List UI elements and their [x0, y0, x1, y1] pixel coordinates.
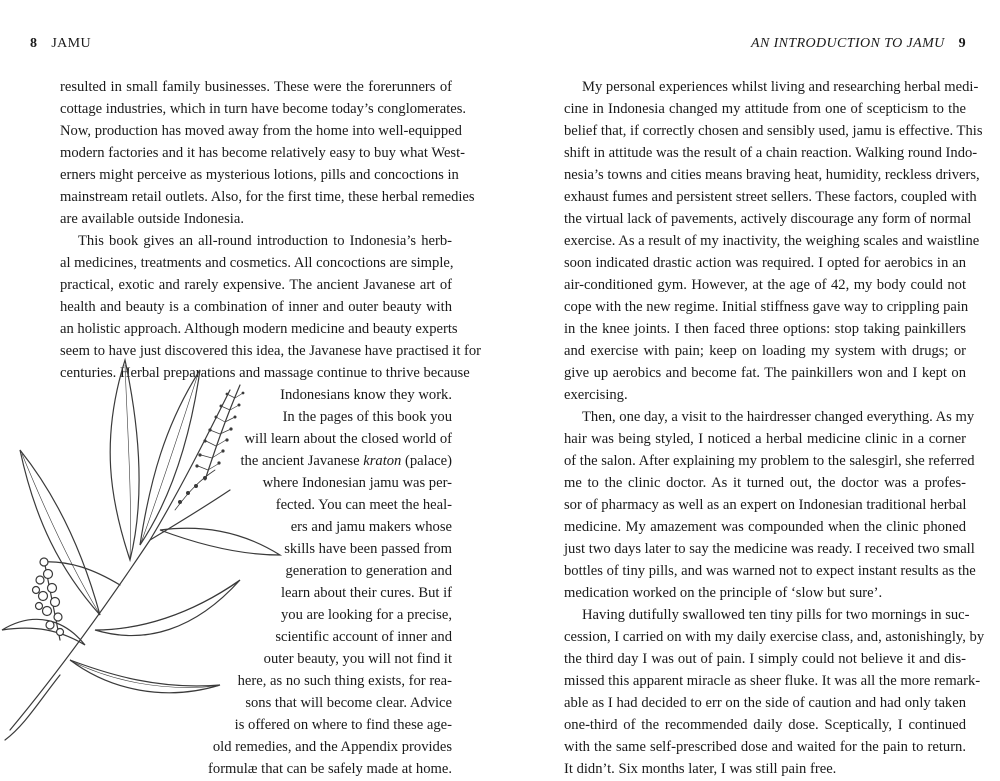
text-line: mainstream retail outlets. Also, for the first time, these herbal remedies: [60, 189, 475, 205]
running-head-title: AN INTRODUCTION TO JAMU: [751, 36, 945, 51]
page-number: 9: [958, 36, 966, 51]
text-line: Indonesians know they work.: [280, 387, 452, 403]
text-line: where Indonesian jamu was per-: [262, 475, 452, 491]
text-line: al medicines, treatments and cosmetics. All concoctions are simple,: [60, 255, 454, 271]
text-line: cine in Indonesia changed my attitude from one of scepticism to the: [564, 101, 966, 117]
text-line: modern factories and it has become relatively easy to buy what West-: [60, 145, 466, 161]
text-line: just two days later to say the medicine was ready. I received two small: [564, 541, 975, 557]
text-line: medicine. My amazement was compounded when the clinic phoned: [564, 519, 966, 535]
text-line: This book gives an all-round introduction to Indonesia’s herb-: [78, 233, 452, 249]
text-line: missed this apparent miracle as sheer fluke. It was all the more remark-: [564, 673, 981, 689]
text-line: me to the clinic doctor. As it turned out, the doctor was a profes-: [564, 475, 966, 491]
text-line: in the knee joints. I then faced three options: stop taking painkillers: [564, 321, 966, 337]
text-line: learn about their cures. But if: [280, 585, 452, 601]
text-line: exhaust fumes and persistent street sellers. These factors, coupled with: [564, 189, 977, 205]
text-line: centuries. Herbal preparations and massage continue to thrive because: [60, 365, 470, 381]
text-line: practical, exotic and rarely expensive. The ancient Javanese art of: [60, 277, 452, 293]
text-line: health and beauty is a combination of inner and outer beauty with: [60, 299, 452, 315]
text-line: skills have been passed from: [284, 541, 452, 557]
text-line: In the pages of this book you: [282, 409, 452, 425]
text-line: air-conditioned gym. However, at the age of 42, my body could not: [564, 277, 966, 293]
right-running-head: [751, 36, 966, 52]
text-line: medication worked on the principle of ‘slow but sure’.: [564, 585, 883, 601]
left-running-head: [30, 36, 91, 52]
text-line: an holistic approach. Although modern medicine and beauty experts: [60, 321, 458, 337]
text-line: will learn about the closed world of: [244, 431, 452, 447]
text-line: It didn’t. Six months later, I was still pain free.: [564, 761, 837, 777]
right-page: [500, 0, 1000, 781]
text-line: is offered on where to find these age-: [234, 717, 452, 733]
text-line: exercising.: [564, 387, 628, 403]
text-line: generation to generation and: [285, 563, 452, 579]
text-line: formulæ that can be safely made at home.: [208, 761, 452, 777]
text-line: belief that, if correctly chosen and sensibly used, jamu is effective. This: [564, 123, 983, 139]
text-line: resulted in small family businesses. These were the forerunners of: [60, 79, 452, 95]
text-line: ers and jamu makers whose: [290, 519, 452, 535]
text-line: exercise. As a result of my inactivity, the weighing scales and waistline: [564, 233, 980, 249]
text-line: are available outside Indonesia.: [60, 211, 244, 227]
kraton-term: kraton: [363, 453, 402, 469]
text-line: My personal experiences whilst living and researching herbal medi-: [582, 79, 979, 95]
text-line: soon indicated drastic action was required. I opted for aerobics in an: [564, 255, 966, 271]
text-segment: the ancient Javanese: [240, 453, 360, 469]
text-line: able as I had decided to err on the side of caution and had only taken: [564, 695, 966, 711]
text-line: one-third of the recommended daily dose. Sceptically, I continued: [564, 717, 966, 733]
text-line: of the salon. After explaining my problem to the salesgirl, she referred: [564, 453, 975, 469]
text-line: the virtual lack of pavements, actively discourage any form of normal: [564, 211, 972, 227]
text-line: scientific account of inner and: [275, 629, 452, 645]
running-head-title: JAMU: [51, 36, 92, 51]
text-line: Having dutifully swallowed ten tiny pills for two mornings in suc-: [582, 607, 970, 623]
text-line: nesia’s towns and cities means braving heat, humidity, reckless drivers,: [564, 167, 980, 183]
text-line: cottage industries, which in turn have become today’s conglomerates.: [60, 101, 467, 117]
text-line: erners might perceive as mysterious lotions, pills and concoctions in: [60, 167, 459, 183]
text-line: and exercise with pain; keep on loading my system with drugs; or: [564, 343, 966, 359]
text-line: outer beauty, you will not find it: [263, 651, 452, 667]
page-number: 8: [30, 36, 38, 51]
text-line: sons that will become clear. Advice: [245, 695, 452, 711]
text-line: seem to have just discovered this idea, the Javanese have practised it for: [60, 343, 482, 359]
botanical-drawing-icon: [0, 330, 300, 750]
text-line: bottles of tiny pills, and was warned not to expect instant results as the: [564, 563, 976, 579]
text-line: here, as no such thing exists, for rea-: [237, 673, 452, 689]
text-line: fected. You can meet the heal-: [275, 497, 452, 513]
text-line: sor of pharmacy as well as an expert on Indonesian traditional herbal: [564, 497, 967, 513]
text-line: with the same self-prescribed dose and waited for the pain to return.: [564, 739, 966, 755]
text-segment: (palace): [405, 453, 452, 469]
text-line: Then, one day, a visit to the hairdresser changed everything. As my: [582, 409, 975, 425]
text-line: hair was being styled, I noticed a herbal medicine clinic in a corner: [564, 431, 966, 447]
text-line: cession, I carried on with my daily exercise class, and, astonishingly, by: [564, 629, 985, 645]
text-line: give up aerobics and become fat. The painkillers won and I kept on: [564, 365, 966, 381]
text-line: you are looking for a precise,: [280, 607, 452, 623]
text-line: the third day I was out of pain. I simply could not believe it and dis-: [564, 651, 966, 667]
text-line: cope with the new regime. Initial stiffness gave way to crippling pain: [564, 299, 969, 315]
text-line: old remedies, and the Appendix provides: [212, 739, 452, 755]
text-line: Now, production has moved away from the home into well-equipped: [60, 123, 462, 139]
text-line: shift in attitude was the result of a chain reaction. Walking round Indo-: [564, 145, 978, 161]
